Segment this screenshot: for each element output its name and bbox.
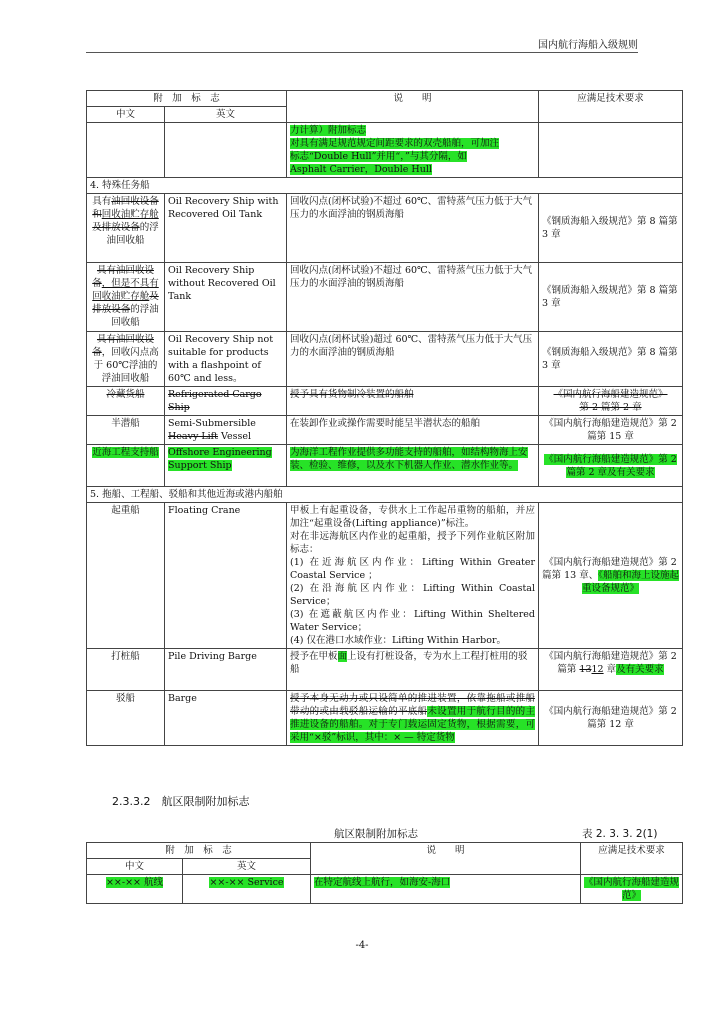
cell-cn — [87, 194, 165, 263]
cn-deleted: 具有油回收设备 — [92, 334, 154, 358]
carry-desc-l3: 标志“Double Hull”并用“，”与其分隔，如 — [290, 151, 467, 162]
header-group: 附 加 标 志 — [87, 91, 287, 107]
cell-cn — [87, 123, 165, 178]
table-row-carryover — [87, 123, 683, 178]
cell-desc — [287, 649, 539, 691]
header-req: 应满足技术要求 — [539, 91, 683, 123]
cell-cn — [87, 875, 183, 904]
cell-req — [539, 445, 683, 487]
desc-highlight: 在特定航线上航行，如海安-海口 — [314, 877, 451, 888]
cn-text: 具有 — [92, 196, 112, 207]
cell-desc — [311, 875, 581, 904]
cell-req — [539, 387, 683, 416]
section-heading-5: 5. 拖船、工程船、驳船和其他近海或港内船舶 — [87, 487, 683, 503]
section-row-5 — [87, 487, 683, 503]
running-head: 国内航行海船入级规则 — [538, 40, 638, 51]
notation-table-2 — [86, 842, 683, 904]
cell-desc: 授予具有货物制冷装置的船舶 — [287, 387, 539, 416]
header-en: 英文 — [183, 859, 311, 875]
table-row-oil-recovery-3 — [87, 332, 683, 387]
table2-header-row — [87, 843, 683, 859]
cell-req: 《国内航行海船建造规范》第 2 篇第 15 章 — [539, 416, 683, 445]
desc-text: 上设有打桩设备，专为水上工程打桩用的驳船 — [290, 651, 528, 675]
cn-text: 的浮油回收船 — [106, 222, 159, 246]
req-text: 章 — [603, 664, 617, 675]
desc-highlight: 未设置用于航行目的的主推进设备的船舶。对于专门载运固定货物，根据需要，可采用“×驳”标识，其中：× — 特定货物 — [290, 706, 536, 743]
section-heading-4: 4. 特殊任务船 — [87, 178, 683, 194]
cell-cn: 打桩船 — [87, 649, 165, 691]
header-desc: 说 明 — [311, 843, 581, 875]
cell-req: 《钢质海船入级规范》第 8 篇第 3 章 — [539, 332, 683, 387]
table-row-oil-recovery-1 — [87, 194, 683, 263]
cell-cn — [87, 332, 165, 387]
table-row-offshore-support — [87, 445, 683, 487]
cell-cn — [87, 263, 165, 332]
en-highlight: Offshore Engineering Support Ship — [168, 447, 272, 471]
cn-deleted: 及排放设备 — [92, 222, 140, 233]
carry-desc-l2: 对具有满足规范规定间距要求的双壳船舶，可加注 — [290, 138, 500, 149]
header-cn: 中文 — [87, 859, 183, 875]
table-row-route-service — [87, 875, 683, 904]
en-deleted: Heavy Lift — [168, 431, 219, 442]
cell-cn: 驳船 — [87, 691, 165, 746]
cell-en — [165, 445, 287, 487]
header-desc: 说 明 — [287, 91, 539, 123]
header-group: 附 加 标 志 — [87, 843, 311, 859]
carry-desc-l1: 力计算）附加标志 — [290, 125, 367, 136]
table-row-semi-submersible — [87, 416, 683, 445]
cn-highlight: 近海工程支持船 — [92, 447, 159, 458]
cn-inserted: ，但是不具有回收油贮存舱 — [92, 278, 159, 302]
notation-table-1 — [86, 90, 683, 746]
req-highlight: 《船舶和海上设施起重设备规范》 — [582, 570, 679, 594]
table1-header-row — [87, 91, 683, 107]
cn-text: ，回收闪点高于 60℃浮油的浮油回收船 — [93, 347, 159, 384]
crane-desc-p3: (1) 在近海航区内作业：Lifting Within Greater Coastal Service ； — [290, 557, 536, 581]
desc-text: 授予在甲板 — [290, 651, 338, 662]
crane-desc-p6: (4) 仅在港口水域作业：Lifting Within Harbor。 — [290, 635, 507, 646]
cell-desc — [287, 691, 539, 746]
table2-number: 表 2. 3. 3. 2(1) — [582, 828, 658, 840]
cell-desc: 在装卸作业或操作需要时能呈半潜状态的船舶 — [287, 416, 539, 445]
page-number: -4- — [355, 940, 369, 951]
req-line: 《国内航行海船建造规范》 — [553, 389, 668, 400]
cell-en: Pile Driving Barge — [165, 649, 287, 691]
crane-desc-p4: (2) 在沿海航区内作业：Lifting Within Coastal Service； — [290, 583, 536, 607]
table-row-oil-recovery-2 — [87, 263, 683, 332]
cell-desc: 回收闪点(闭杯试验)超过 60℃、雷特蒸气压力低于大气压力的水面浮油的钢质海船 — [287, 332, 539, 387]
cell-en — [165, 416, 287, 445]
cell-en — [183, 875, 311, 904]
cn-deleted: 油回收设备和 — [92, 196, 159, 220]
cn-inserted: 回收油贮存舱 — [101, 209, 159, 220]
section-heading-2332: 2.3.3.2 航区限制附加标志 — [112, 795, 250, 808]
req-highlight: 及有关要求 — [616, 664, 664, 675]
table-row-pile-driving — [87, 649, 683, 691]
crane-desc-p5: (3) 在遮蔽航区内作业：Lifting Within Sheltered Water Service； — [290, 609, 536, 633]
req-deleted: 13 — [579, 664, 592, 675]
desc-highlight: 面 — [337, 651, 348, 662]
cell-en — [165, 123, 287, 178]
en-text: Vessel — [218, 431, 252, 442]
cell-req: 《钢质海船入级规范》第 8 篇第 3 章 — [539, 194, 683, 263]
cell-req — [539, 503, 683, 649]
cell-en: Barge — [165, 691, 287, 746]
crane-desc-p2: 对在非远海航区内作业的起重船，授予下列作业航区附加标志： — [290, 531, 536, 555]
header-rule — [86, 52, 638, 53]
req-inserted: 12 — [591, 664, 604, 675]
header-cn: 中文 — [87, 107, 165, 123]
cell-req — [539, 649, 683, 691]
cell-cn: 半潜船 — [87, 416, 165, 445]
req-highlight: 《国内航行海船建造规范》第 2 篇第 2 章及有关要求 — [544, 453, 677, 478]
carry-desc-l4: Asphalt Carrier，Double Hull — [290, 164, 432, 175]
section-row-4 — [87, 178, 683, 194]
desc-highlight: 为海洋工程作业提供多功能支持的船舶，如结构物海上安装、检验、维修，以及水下机器人作业、潜水作业等。 — [290, 447, 528, 471]
cell-desc: 回收闪点(闭杯试验)不超过 60℃、雷特蒸气压力低于大气压力的水面浮油的钢质海船 — [287, 194, 539, 263]
cell-en: Oil Recovery Ship without Recovered Oil Tank — [165, 263, 287, 332]
req-text: 《国内航行海船建造规范》第 2 篇第 13 章、 — [542, 557, 677, 581]
cell-req: 《钢质海船入级规范》第 8 篇第 3 章 — [539, 263, 683, 332]
table2-title: 航区限制附加标志 — [334, 828, 418, 840]
cell-req — [581, 875, 683, 904]
cell-desc: 回收闪点(闭杯试验)不超过 60℃、雷特蒸气压力低于大气压力的水面浮油的钢质海船 — [287, 263, 539, 332]
cell-desc — [287, 123, 539, 178]
cell-en: Oil Recovery Ship with Recovered Oil Tank — [165, 194, 287, 263]
cell-en: Oil Recovery Ship not suitable for products with a flashpoint of 60℃ and less。 — [165, 332, 287, 387]
cell-req: 《国内航行海船建造规范》第 2 篇第 12 章 — [539, 691, 683, 746]
cn-text: 的浮油回收船 — [111, 304, 159, 328]
cn-deleted: 及排放设备 — [92, 291, 159, 315]
table-row-refrigerated — [87, 387, 683, 416]
cell-cn: 起重船 — [87, 503, 165, 649]
header-en: 英文 — [165, 107, 287, 123]
cn-highlight: ××-×× 航线 — [105, 877, 164, 888]
en-highlight: ××-×× Service — [209, 877, 284, 888]
cell-desc — [287, 503, 539, 649]
cn-deleted: 具有油回收设备 — [92, 265, 154, 289]
table-row-floating-crane — [87, 503, 683, 649]
req-line: 第 2 篇第 2 章 — [579, 402, 642, 413]
table-row-barge — [87, 691, 683, 746]
cell-en: Refrigerated Cargo Ship — [165, 387, 287, 416]
cell-desc — [287, 445, 539, 487]
cell-cn: 冷藏货船 — [87, 387, 165, 416]
header-req: 应满足技术要求 — [581, 843, 683, 875]
cell-req — [539, 123, 683, 178]
en-text: Semi-Submersible — [168, 418, 256, 429]
desc-deleted: 授予本身无动力或只设简单的推进装置，依靠拖船或推船带动的或由载驳船运输的平底船 — [290, 693, 536, 717]
cell-cn — [87, 445, 165, 487]
cell-en: Floating Crane — [165, 503, 287, 649]
req-text: 《国内航行海船建造规范》第 2 篇第 — [544, 651, 677, 675]
req-highlight: 《国内航行海船建造规范》 — [584, 877, 680, 901]
crane-desc-p1: 甲板上有起重设备，专供水上工作起吊重物的船舶，并应加注“起重设备(Lifting appliance)”标注。 — [290, 505, 536, 529]
